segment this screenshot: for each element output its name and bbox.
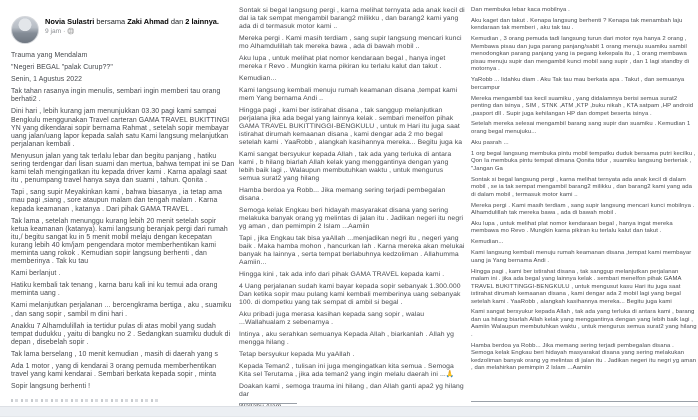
post-paragraph: Aku lupa , untuk melihat plat nomor kendaraan begal , hanya inget mereka r Revo . Mungkin karna pikiran ku terlalu kalut dan takut . [239, 55, 446, 70]
post-paragraph: Setelah mereka selesai mengambil barang sang supir dan suamiku . Kemudian 1 orang begal menujuku... [471, 121, 691, 135]
post-paragraph: Dan membuka lebar kaca mobilnya . [471, 7, 570, 13]
post-paragraph: Tapi , sang supir Meyakinkan kami , bahwa biasanya , ia tetap ama mau pagi ,siang , sore ataupun malam dan tengah malam . Karna kepada keamanan , katanya . Dari pihak GAMA TRAVEL . [11, 189, 223, 213]
post-paragraph: Trauma yang Mendalam [11, 52, 88, 59]
post-paragraph: Tak lama , setelah menunggu kurang lebih 20 menit setelah sopir ketua keamanan (katanya). kami langsung beranjak pergi dari rumah itu,/ begitu sangat ku in 5 menit mobil melaju dengan kecepatan kurang lebih 40 km/jam pengendara motor memberhentikan kami meminta uang rokok . Kemudian sopir langsung berhenti , dan memberinya . Tak ku tau [11, 217, 228, 266]
meta-dot: · [63, 28, 66, 35]
post-paragraph: Semoga kelak Engkau beri hidayah masyarakat disana yang sering melakuka banyak orang yg melintas di jalan itu . Jadikan negeri itu negri yg aman , dan pemimpin 2 Islam ...Aamiin [239, 207, 464, 230]
byline-connector-2: dan [170, 17, 184, 26]
post-paragraph: Anakku 7 Alhamdulillah ia tertidur pulas di atas mobil yang sudah tempat dudukku , yaitu di bangku no 2 . Sedangkan suamiku duduk di depan , disebelah sopir . [11, 322, 231, 346]
post-paragraph: Hingga kini , tak ada info dari pihak GAMA TRAVEL kepada kami . [239, 271, 445, 278]
others-link[interactable]: 2 lainnya. [185, 17, 219, 26]
post-paragraph: Kami sangat bersyukur kepada Allah , tak ada yang terluka di antara kami , b hilang biarlah Allah kelak yang menggantinya dengan yang lebih baik lagi ,. Walaupun membutuhkan waktu , untuk mengurus semua surat2 yang hilang [239, 151, 452, 182]
post-paragraph: Tak tahan rasanya ingin menulis, sembari ingin memberi tau orang berhati2 . [11, 88, 221, 104]
post-paragraph: Kepada Teman2 , tulisan ini juga mengingatkan kita semua . Semoga Kita sel Terutama , jika ada teman2 yang ingin melalu daerah ini ...🙏 [239, 363, 455, 378]
tagged-name-link[interactable]: Zaki Ahmad [127, 17, 169, 26]
post-paragraph: Menyusun jalan yang tak terlalu lebar dan begitu panjang , hatiku sering terdengar dari lisan suami dan mertua, bahwa tempat ini se Dan kami telah mengingatkan itu kepada driver kami . Karna apalagi saat itu , penumpang travel hanya saya dan suami , tahun. Qonita . [11, 152, 235, 185]
post-paragraph: Tetap bersyukur kepada Mu yaAllah . [239, 351, 355, 358]
post-paragraph: Mereka pergi . Kami masih terdiam , sang supir langsung mencari kunci mo Alhamdulillah tak mereka bawa , ada di bawah mobil .. [239, 35, 462, 50]
post-paragraph: Hatiku kembali tak tenang , karna baru kali ini ku temui ada orang meminta uang . [11, 282, 218, 298]
post-paragraph: Sontak si begal langsung pergi , karna melihat ternyata ada anak kecil di dalam mobil , se ia tak sempat mengambil barang2 milikku , dan barang2 kami yang ada di dalam mobil , termasuk motor kami .. [471, 176, 692, 198]
post-column-1 [11, 0, 235, 406]
page-footer-strip [0, 406, 698, 417]
avatar[interactable] [11, 16, 39, 44]
post-paragraph: Kemudian... [239, 75, 277, 82]
post-paragraph: Kemudian , 3 orang pemuda tadi langsung turun dari motor nya hanya 2 orang , Membawa pisau dan juga parang panjang/sabit 1 orang menuju suamiku sambil menodongkan parang panjang yang ia pegang kekepala itu , 1 orang membawa pisau menuju supir dan mengambil kunci mobil sang supir , dan 1 lagi standby di motornya . [471, 36, 690, 73]
post-body-column-1 [11, 52, 235, 391]
post-paragraph: Mereka pergi . Kami masih terdiam , sang supir langsung mencari kunci mobilnya . Alhamdulillah tak mereka bawa , ada di bawah mobil . [471, 202, 695, 217]
post-paragraph: Tapi , jika Engkau tak bisa yaAllah ...menjadikan negri itu , negeri yang baik . Maka hamba mohon , hancurkan lah . Karna mereka akan melukai banyak ha lainnya , serta tempat berlabuhnya kedzoliman . Allahumma Aamiin... [239, 235, 465, 266]
post-paragraph: Intinya , aku serahkan semuanya Kepada Allah , biarkanlah . Allah yg mengga hilang . [239, 331, 454, 346]
post-paragraph: Kami langsung kembali menuju rumah keamanan disana ,tempat kami membayar uang ja Yang bernama Andi . [471, 250, 692, 264]
post-paragraph: Sontak si begal langsung pergi , karna melihat ternyata ada anak kecil di dal ia tak sempat mengambil barang2 milikku , dan barang2 kami yang ada di d termasuk motor kami .. [239, 7, 465, 30]
post-column-2 [239, 0, 465, 406]
post-paragraph: Kami berlanjut . [11, 270, 61, 278]
author-name-link[interactable]: Novia Sulastri [45, 17, 95, 26]
post-paragraph: Senin, 1 Agustus 2022 [11, 76, 83, 84]
post-paragraph: Hingga pagi , kami ber istirahat disana , tak sanggup melanjutkan perjalanan malam ini . jika ada begal yang lainnya kelak . sembari menelfon pihak GAMA TRAVEL BUKITTINGGI-BENGKULU , untuk mengusut kasu Hari itu juga saat istirahat dirumah kemaanan disana , kami dengar ada 2 mobil lagi yang begal setelah kami . YaaRobb , alangkah kasihannya mereka... Begitu juga kami [471, 268, 682, 305]
post-paragraph: Dini hari , lebih kurang jam menunjukkan 03.30 pagi kami sampai Bengkulu menggunakan Travel carteran GAMA TRAVEL BUKITTINGI YN yang dikendarai sopir bernama Rahmat , setelah sopir membayar uang jalan/uang lapor kepada salah satu Kami langsung melanjutkan perjalanan kembali . [11, 108, 230, 148]
post-paragraph: Aku lupa , untuk melihat plat nomor kendaraan begal , hanya ingat mereka membawa mo Revo . Mungkin karna pikiran ku terlalu kalut dan takut . [471, 220, 673, 235]
post-meta [45, 28, 219, 36]
post-paragraph: Aku kaget dan takut . Kenapa langsung berhenti ? Kenapa tak menambah laju kendaraan tak memberi , aku tak tau . [471, 17, 683, 32]
timestamp-link[interactable]: 9 jam [45, 28, 62, 35]
post-paragraph: Hingga pagi , kami ber istirahat disana , tak sanggup melanjutkan perjalana jika ada begal yang lainnya kelak . sembari menelfon pihak GAMA TRAVEL BUKITTINGGI-BENGKULU , untuk m Hari itu juga saat istirahat dirumah kemaanan disana , kami dengar ada 2 mo begal setelah kami . YaaRobb , alangkah kasihannya mereka... Begitu juga ka [239, 107, 463, 146]
post-header-text [45, 16, 219, 36]
post-paragraph: 1 org begal langsung membuka pintu mobil tempatku duduk bersama putri kecilku , Qon Ia membuka pintu tempat dimana Qonita tidur , suamiku langsung berteriak , "Jangan Ga [471, 150, 696, 172]
post-paragraph: Kami langsung kembali menuju rumah keamanan disana ,tempat kami mem Yang bernama Andi .. [239, 87, 458, 102]
byline-connector: bersama [96, 17, 126, 26]
post-body-column-2 [239, 7, 465, 411]
post-paragraph: Hamba berdoa ya Robb... Jika memang sering terjadi pembegalan disana . [239, 187, 446, 202]
post-column-3 [471, 0, 698, 406]
post-paragraph: Kemudian... [471, 239, 504, 246]
post-byline [45, 17, 219, 26]
post-paragraph: Doakan kami , semoga trauma ini hilang , dan Allah ganti apa2 yg hilang dar [239, 383, 464, 398]
post-paragraph: "Negeri BEGAL "palak Curup??" [11, 64, 113, 72]
cropped-text-fragment [11, 399, 161, 402]
post-paragraph: Aku pasrah ... [471, 139, 509, 146]
globe-privacy-icon: 🌐 [67, 29, 75, 35]
post-header [11, 16, 235, 44]
post-paragraph: Aku pribadi juga merasa kasihan kepada sang sopir , walau ...Wallahualam z sebenarnya . [239, 311, 425, 326]
screenshot-edge-line [471, 401, 698, 402]
post-paragraph: Mereka mengambil tas kecil suamiku , yang didalamnya berisi semua surat2 penting dan isinya , SIM , STNK ,ATM ,KTP ,buku nikah , KTA satpam ,HP android ,pasport dll . Supir juga kehilangan HP dan dompet beserta isinya . [471, 95, 694, 117]
post-paragraph: 4 Uang perjalanan sudah kami bayar kepada sopir sebanyak 1.300.000 Dan ketika sopir mau pulang kami kembali memberinya uang sebanyak 100. di dompetku yang tak sempat di ambil si begal . [239, 283, 461, 306]
post-paragraph: Kami melanjutkan perjalanan ... bercengkrama bertiga , aku , suamiku , dan sang sopir , sambil m dini hari . [11, 302, 232, 318]
post-paragraph: Sopir langsung berhenti ! [11, 383, 91, 391]
post-body-column-3 [471, 7, 698, 373]
post-paragraph: YaRobb ... lidahku diam . Aku Tak tau mau berkata apa . Takut , dan semuanya bercampur [471, 77, 685, 91]
post-paragraph: Hamba berdoa ya Robb... Jika memang sering terjadi pembegalan disana . Semoga kelak Engkau beri hidayah masyarakat disana yang sering melakukan kedzoliman banyak orang yg melintas di jalan itu . Jadikan negeri itu negri yg aman , dan melahirkan pemimpin 2 Islam ...Aamiin [471, 342, 697, 372]
screenshot-edge-line [239, 403, 297, 404]
post-paragraph: Tak lama berselang , 10 menit kemudian , masih di daerah yang s [11, 350, 219, 358]
post-paragraph: Kami sangat bersyukur kepada Allah , tak ada yang terluka di antara kami , barang dan ua hilang biarlah Allah kelak yang menggantinya dengan yang lebih baik lagi , Aamiin Walaupun membutuhkan waktu , untuk mengurus semua surat2 yang hilang . [471, 309, 697, 338]
post-paragraph: Ada 1 motor , yang di kendarai 3 orang pemuda memberhentikan travel yang kami kendarai . Sembari berkata kepada sopir , minta [11, 363, 217, 379]
